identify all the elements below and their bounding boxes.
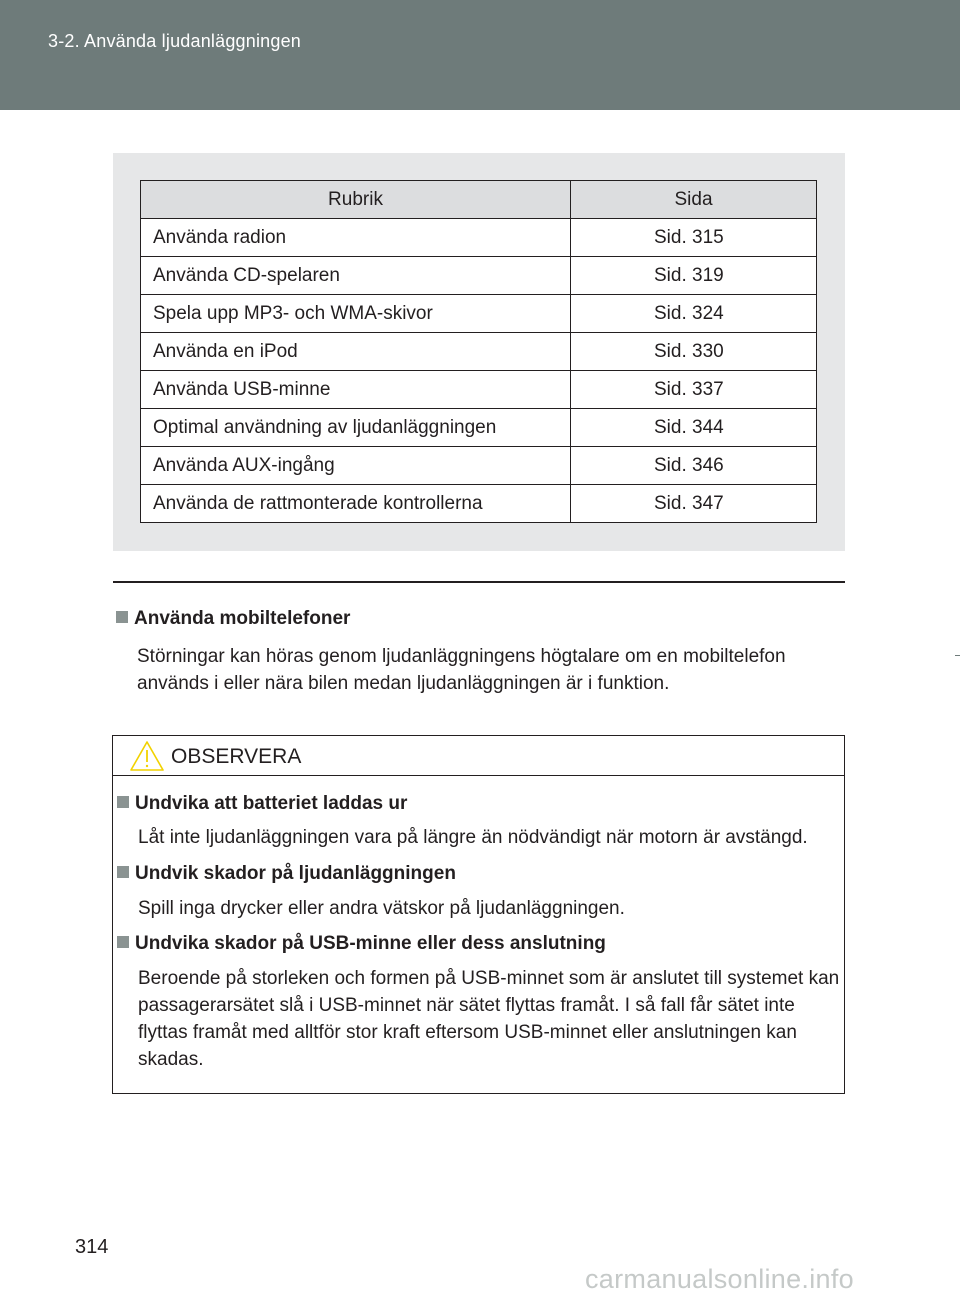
notice-header xyxy=(113,736,844,776)
toc-column-header: Rubrik xyxy=(141,181,571,219)
notice-item-text: Låt inte ljudanläggningen vara på längre än nödvändigt när motorn är avstängd. xyxy=(138,827,808,848)
mobile-section-heading xyxy=(116,608,350,630)
notice-item-heading xyxy=(117,933,606,955)
table-row xyxy=(141,485,817,523)
toc-page: Sid. 347 xyxy=(571,485,817,523)
notice-heading-text: Undvika att batteriet laddas ur xyxy=(135,793,408,814)
toc-panel xyxy=(113,153,845,551)
toc-page: Sid. 337 xyxy=(571,371,817,409)
toc-page: Sid. 324 xyxy=(571,295,817,333)
table-row xyxy=(141,219,817,257)
section-divider xyxy=(113,581,845,583)
table-row xyxy=(141,257,817,295)
table-row xyxy=(141,447,817,485)
notice-box xyxy=(112,735,845,1094)
crop-mark xyxy=(955,0,957,22)
notice-title: OBSERVERA xyxy=(171,745,302,768)
toc-page: Sid. 319 xyxy=(571,257,817,295)
table-row xyxy=(141,409,817,447)
square-bullet-icon xyxy=(117,866,129,878)
square-bullet-icon xyxy=(117,936,129,948)
mobile-heading-text: Använda mobiltelefoner xyxy=(134,608,351,629)
mobile-section-text: Störningar kan höras genom ljudanläggningens högtalare om en mobiltelefon används i eller nära bilen medan ljudanläggningen är i funktion. xyxy=(137,646,786,694)
toc-topic: Använda de rattmonterade kontrollerna xyxy=(141,485,571,523)
square-bullet-icon xyxy=(116,611,128,623)
notice-item-heading xyxy=(117,863,456,885)
notice-item-heading xyxy=(117,793,407,815)
toc-topic: Använda radion xyxy=(141,219,571,257)
toc-column-header: Sida xyxy=(571,181,817,219)
toc-topic: Använda AUX-ingång xyxy=(141,447,571,485)
toc-topic: Använda en iPod xyxy=(141,333,571,371)
toc-page: Sid. 330 xyxy=(571,333,817,371)
crop-mark xyxy=(955,655,960,656)
toc-page: Sid. 346 xyxy=(571,447,817,485)
table-row xyxy=(141,295,817,333)
toc-table xyxy=(140,180,817,523)
toc-header-row xyxy=(141,181,817,219)
notice-item-text: Beroende på storleken och formen på USB-minnet som är anslutet till systemet kan passagerarsätet slå i USB-minnet när sätet flyttas framåt. I så fall får sätet inte flyttas framåt med alltför stor kraft eftersom USB-minnet eller anslutningen kan skadas. xyxy=(138,968,840,1070)
toc-page: Sid. 344 xyxy=(571,409,817,447)
section-header xyxy=(0,0,960,110)
notice-heading-text: Undvik skador på ljudanläggningen xyxy=(135,863,456,884)
section-title: 3-2. Använda ljudanläggningen xyxy=(48,31,302,51)
toc-topic: Använda USB-minne xyxy=(141,371,571,409)
toc-topic: Använda CD-spelaren xyxy=(141,257,571,295)
warning-triangle-icon xyxy=(129,740,165,772)
toc-page: Sid. 315 xyxy=(571,219,817,257)
page-number: 314 xyxy=(75,1236,109,1258)
table-row xyxy=(141,333,817,371)
toc-topic: Optimal användning av ljudanläggningen xyxy=(141,409,571,447)
toc-topic: Spela upp MP3- och WMA-skivor xyxy=(141,295,571,333)
notice-item-text: Spill inga drycker eller andra vätskor på ljudanläggningen. xyxy=(138,898,625,919)
table-row xyxy=(141,371,817,409)
square-bullet-icon xyxy=(117,796,129,808)
watermark: carmanualsonline.info xyxy=(585,1264,854,1294)
notice-heading-text: Undvika skador på USB-minne eller dess anslutning xyxy=(135,933,606,954)
